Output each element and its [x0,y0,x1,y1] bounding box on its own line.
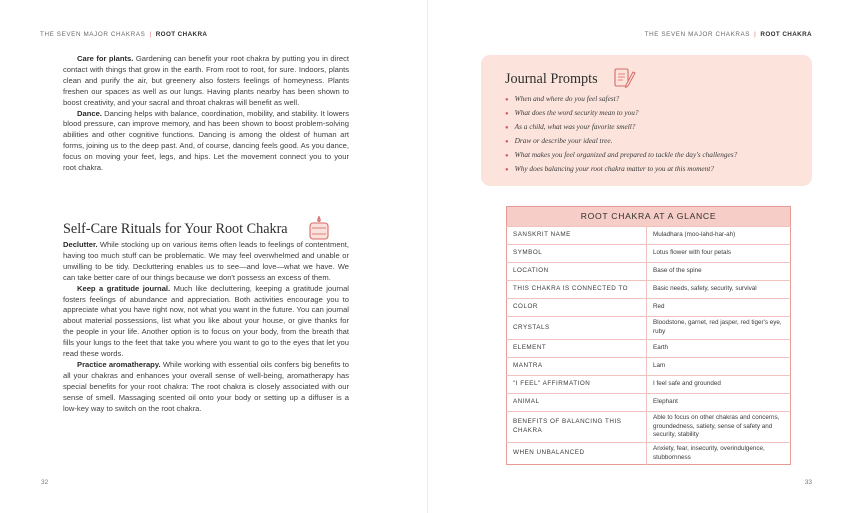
row-value: Bloodstone, garnet, red jasper, red tiger's eye, ruby [647,317,791,340]
bullet-icon: ● [505,97,509,103]
table-row [507,317,791,340]
paragraph-body: Gardening can benefit your root chakra by putting you in direct contact with things that grow in the earth. From root to root, for sure. Indoors, plants clean and purify the air, but greenery also fosters feelings of homeyness. Plants freshen our spaces as well as our lungs. Having plants nearby has been shown to boost creativity, and your sacral and throat chakras will benefit as well. [63,54,349,107]
row-value: Lam [647,358,791,376]
prompt-text: What does the word security mean to you? [514,107,639,117]
table-row [507,227,791,245]
paragraph-body: While stocking up on various items often leads to feelings of contentment, having too much stuff can be problematic. We may feel overwhelmed and unable or unwilling to be tidy. Decluttering enables us to see—and love—what we have. We can take better care of our things because we don't possess an excess of them. [63,240,349,282]
page-number: 32 [41,479,49,486]
bullet-icon: ● [505,152,509,159]
table-row [507,263,791,281]
prompt-text: When and where do you feel safest? [514,94,620,103]
row-value: Able to focus on other chakras and concerns, groundedness, satiety, sense of safety and security, stability [647,412,791,443]
paragraph-lead: Keep a gratitude journal. [77,283,171,293]
list-item [505,135,737,149]
row-label: ELEMENT [507,340,647,358]
bullet-icon: ● [505,166,509,173]
prompt-text: What makes you feel organized and prepared to tackle the day's challenges? [514,149,738,159]
list-item [505,93,737,107]
row-label: CRYSTALS [507,317,647,340]
left-page [0,0,427,513]
table-row [507,394,791,412]
bullet-icon: ● [505,138,509,145]
row-value: Muladhara (moo-lahd-har-ah) [647,227,791,245]
row-value: Earth [647,340,791,358]
journal-title: Journal Prompts [505,71,598,87]
row-label: MANTRA [507,358,647,376]
running-head [645,31,812,38]
table-title: ROOT CHAKRA AT A GLANCE [506,206,791,226]
running-head-book: THE SEVEN MAJOR CHAKRAS [40,31,146,38]
journal-prompt-list [505,93,737,176]
paragraph-body: While working with essential oils confers big benefits to all your chakras and enhances your overall sense of well-being, aromatherapy has special benefits for your root chakra: The root chakra is closely associated with our sense of smell. Massaging scented oil onto your body or setting up a diffuser is a low-key way to switch on the root chakra. [63,359,349,413]
paragraph-dance [63,109,349,174]
rituals-text [63,240,349,415]
paragraph-lead: Declutter. [63,240,98,249]
row-value: Base of the spine [647,263,791,281]
page-number: 33 [804,479,812,486]
row-label: BENEFITS OF BALANCING THIS CHAKRA [507,412,647,443]
paragraph-body: Much like decluttering, keeping a gratitude journal fosters feelings of abundance and appreciation. Both activities encourage you to appreciate what you have right now, not what you want in the future. You can journal about material possessions, list what you like about your house, or give thanks for the people in your life. Another option is to focus on your body, from the breath that fills your lungs to the feet that take you where you want to go to the eyes that let you read these words. [63,283,349,359]
running-head-separator: | [754,31,757,38]
table-row [507,299,791,317]
prompt-text: Why does balancing your root chakra matter to you at this moment? [514,163,714,173]
paragraph-aromatherapy [63,360,349,415]
list-item [505,163,737,177]
table-row [507,358,791,376]
row-label: "I FEEL" AFFIRMATION [507,376,647,394]
paragraph-lead: Practice aromatherapy. [77,359,161,369]
row-label: SYMBOL [507,245,647,263]
list-item [505,149,737,163]
root-chakra-glance-table [506,206,791,465]
table-row [507,376,791,394]
row-label: ANIMAL [507,394,647,412]
table-row [507,340,791,358]
running-head-section: ROOT CHAKRA [155,31,208,38]
row-label: WHEN UNBALANCED [507,443,647,465]
list-item [505,121,737,135]
paragraph-lead: Care for plants. [77,54,134,63]
list-item [505,107,737,121]
intro-text [63,54,349,174]
bullet-icon: ● [505,124,509,131]
table-row [507,412,791,443]
row-value: Red [647,299,791,317]
running-head-section: ROOT CHAKRA [760,31,812,38]
table-row [507,281,791,299]
section-title: Self-Care Rituals for Your Root Chakra [63,221,288,237]
row-value: Basic needs, safety, security, survival [647,281,791,299]
paragraph-body: Dancing helps with balance, coordination, mobility, and stability. It lowers blood pressure, can improve memory, and has been shown to boost problem-solving abilities and other cognitive functions. Dancing is among the oldest of human art forms, joining us to the deep past. And, of course, dancing feels good. As you dance, focus on moving your feet, legs, and hips. Let the movement connect you to your root chakra. [63,108,349,173]
row-value: Elephant [647,394,791,412]
table-row [507,245,791,263]
row-label: THIS CHAKRA IS CONNECTED TO [507,281,647,299]
journal-prompts-box [481,55,812,186]
paragraph-declutter [63,240,349,284]
row-label: SANSKRIT NAME [507,227,647,245]
right-page [428,0,855,513]
prompt-text: Draw or describe your ideal tree. [514,135,613,145]
row-label: LOCATION [507,263,647,281]
paragraph-care-for-plants [63,54,349,109]
row-value: Anxiety, fear, insecurity, overindulgence, stubbornness [647,443,791,465]
table-row [507,443,791,465]
bullet-icon: ● [505,110,509,117]
running-head [40,31,207,38]
row-value: Lotus flower with four petals [647,245,791,263]
row-label: COLOR [507,299,647,317]
prompt-text: As a child, what was your favorite smell? [514,121,636,131]
paragraph-gratitude-journal [63,284,349,360]
row-value: I feel safe and grounded [647,376,791,394]
running-head-book: THE SEVEN MAJOR CHAKRAS [644,31,751,38]
notebook-pencil-icon [612,66,636,95]
paragraph-lead: Dance. [77,108,102,118]
running-head-separator: | [149,31,152,38]
